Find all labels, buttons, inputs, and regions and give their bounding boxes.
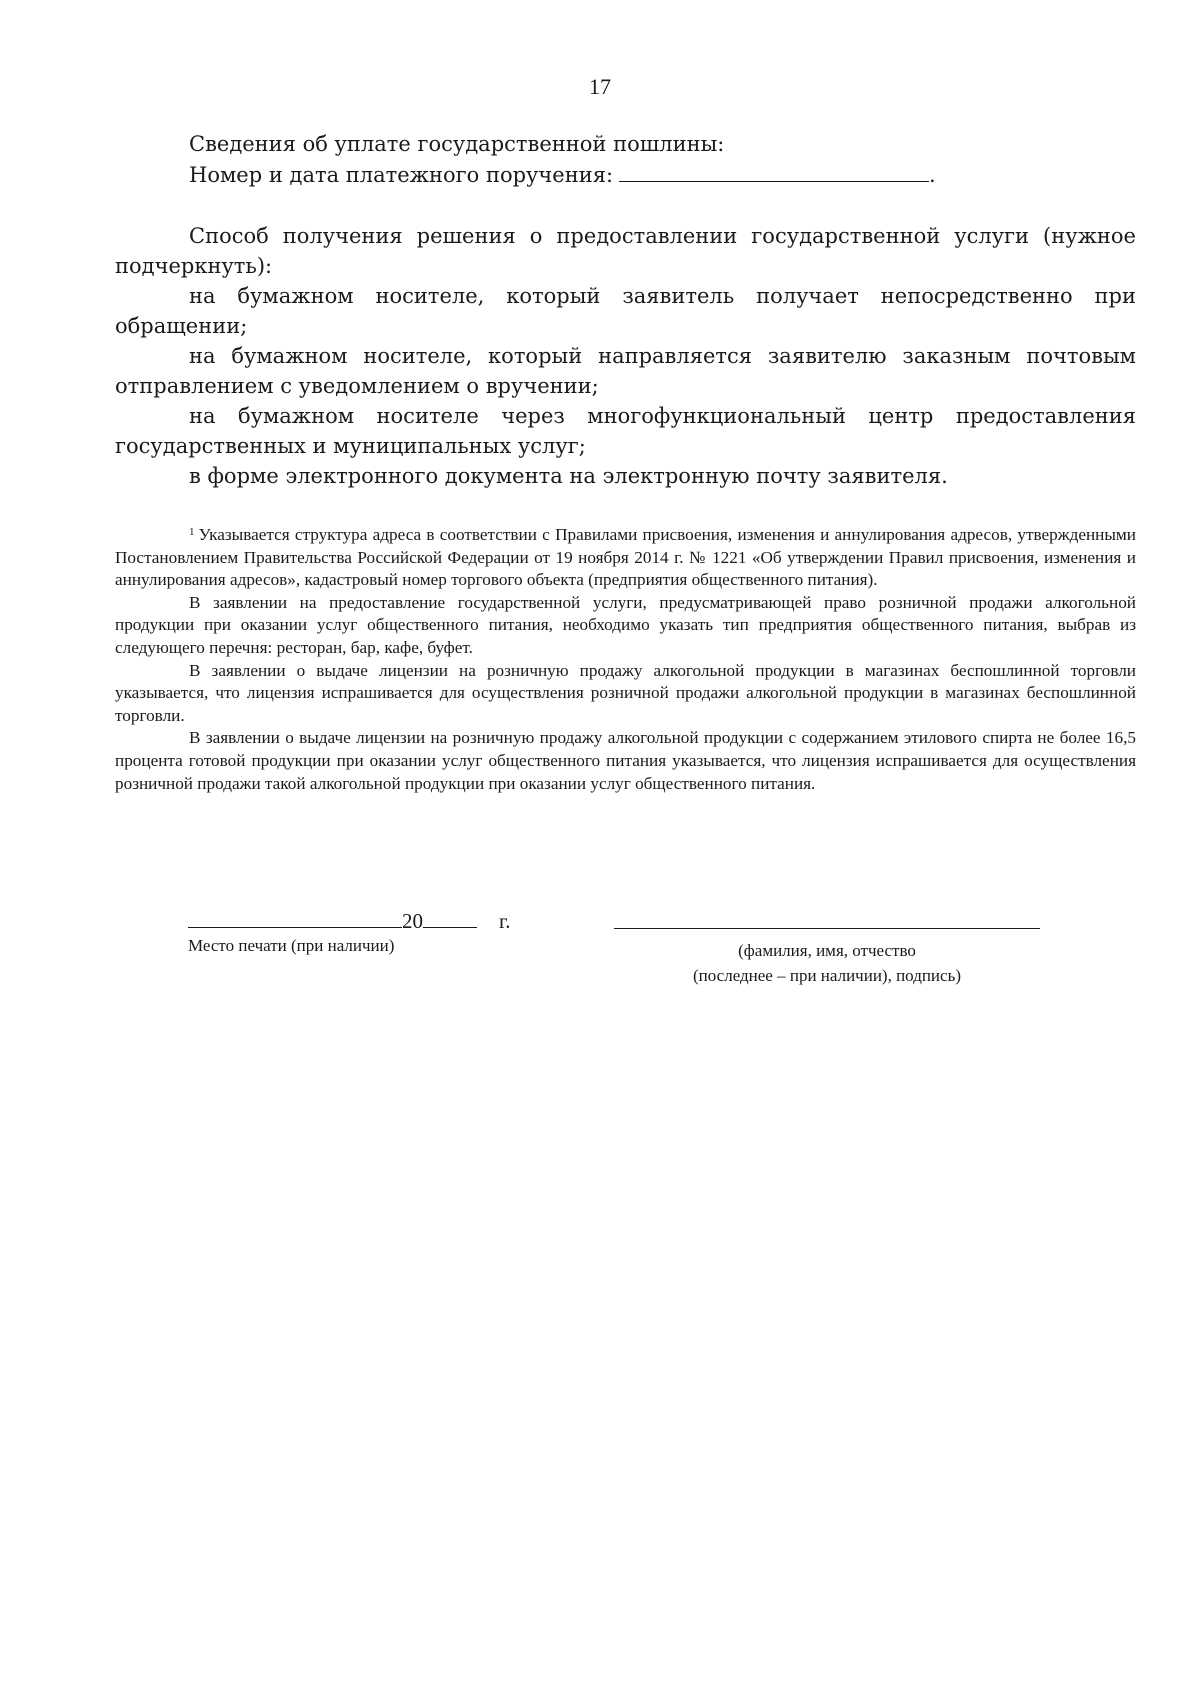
delivery-option-4: в форме электронного документа на электронную почту заявителя. — [189, 464, 948, 488]
delivery-option-1: на бумажном носителе, который заявитель получает непосредственно при обращении; — [115, 284, 1136, 338]
delivery-intro: Способ получения решения о предоставлении государственной услуги (нужное подчеркнуть): — [115, 224, 1136, 278]
payment-order-label: Номер и дата платежного поручения: — [189, 163, 614, 187]
footnote-1 — [115, 521, 1136, 592]
date-year-blank — [423, 903, 477, 928]
footnote-marker: 1 — [189, 526, 195, 538]
signature-caption-line-1: (фамилия, имя, отчество — [738, 941, 916, 960]
payment-order-blank — [619, 159, 929, 182]
footnote-paragraph-3: В заявлении о выдаче лицензии на розничную продажу алкогольной продукции в магазинах беспошлинной торговли указывается, что лицензия испрашивается для осуществления розничной продажи алкогольной продукции в магазинах беспошлинной торговли. — [115, 660, 1136, 725]
payment-order-end: . — [929, 163, 936, 187]
payment-order-row — [115, 159, 1136, 190]
signature-line — [614, 928, 1040, 929]
footnotes — [115, 521, 1136, 795]
footnote-1-text: Указывается структура адреса в соответствии с Правилами присвоения, изменения и аннулирования адресов, утвержденными Постановлением Правительства Российской Федерации от 19 ноября 2014 г. № 1221 «Об утверждении Правил присвоения, изменения и аннулирования адресов», кадастровый номер торгового объекта (предприятия общественного питания). — [115, 525, 1136, 590]
date-year-prefix: 20 — [402, 909, 423, 933]
date-line — [188, 903, 511, 934]
signature-caption-line-2: (последнее – при наличии), подпись) — [692, 966, 961, 985]
page-number: 17 — [589, 74, 611, 99]
date-day-blank — [188, 903, 402, 928]
signature-caption — [614, 938, 1040, 988]
date-year-suffix: г. — [499, 909, 511, 933]
footnote-paragraph-4: В заявлении о выдаче лицензии на розничную продажу алкогольной продукции с содержанием этилового спирта не более 16,5 процента готовой продукции при оказании услуг общественного питания указывается, что лицензия испрашивается для осуществления розничной продажи такой алкогольной продукции при оказании услуг общественного питания. — [115, 728, 1136, 793]
delivery-option-3: на бумажном носителе через многофункциональный центр предоставления государственных и муниципальных услуг; — [115, 404, 1136, 458]
delivery-method-section — [115, 221, 1136, 491]
payment-section — [115, 129, 1136, 190]
payment-heading: Сведения об уплате государственной пошлины: — [189, 132, 725, 156]
footnote-paragraph-2: В заявлении на предоставление государственной услуги, предусматривающей право розничной продажи алкогольной продукции при оказании услуг общественного питания, необходимо указать тип предприятия общественного питания, выбрав из следующего перечня: ресторан, бар, кафе, буфет. — [115, 592, 1136, 657]
stamp-caption: Место печати (при наличии) — [188, 936, 395, 955]
delivery-option-2: на бумажном носителе, который направляется заявителю заказным почтовым отправлением с уведомлением о вручении; — [115, 344, 1136, 398]
